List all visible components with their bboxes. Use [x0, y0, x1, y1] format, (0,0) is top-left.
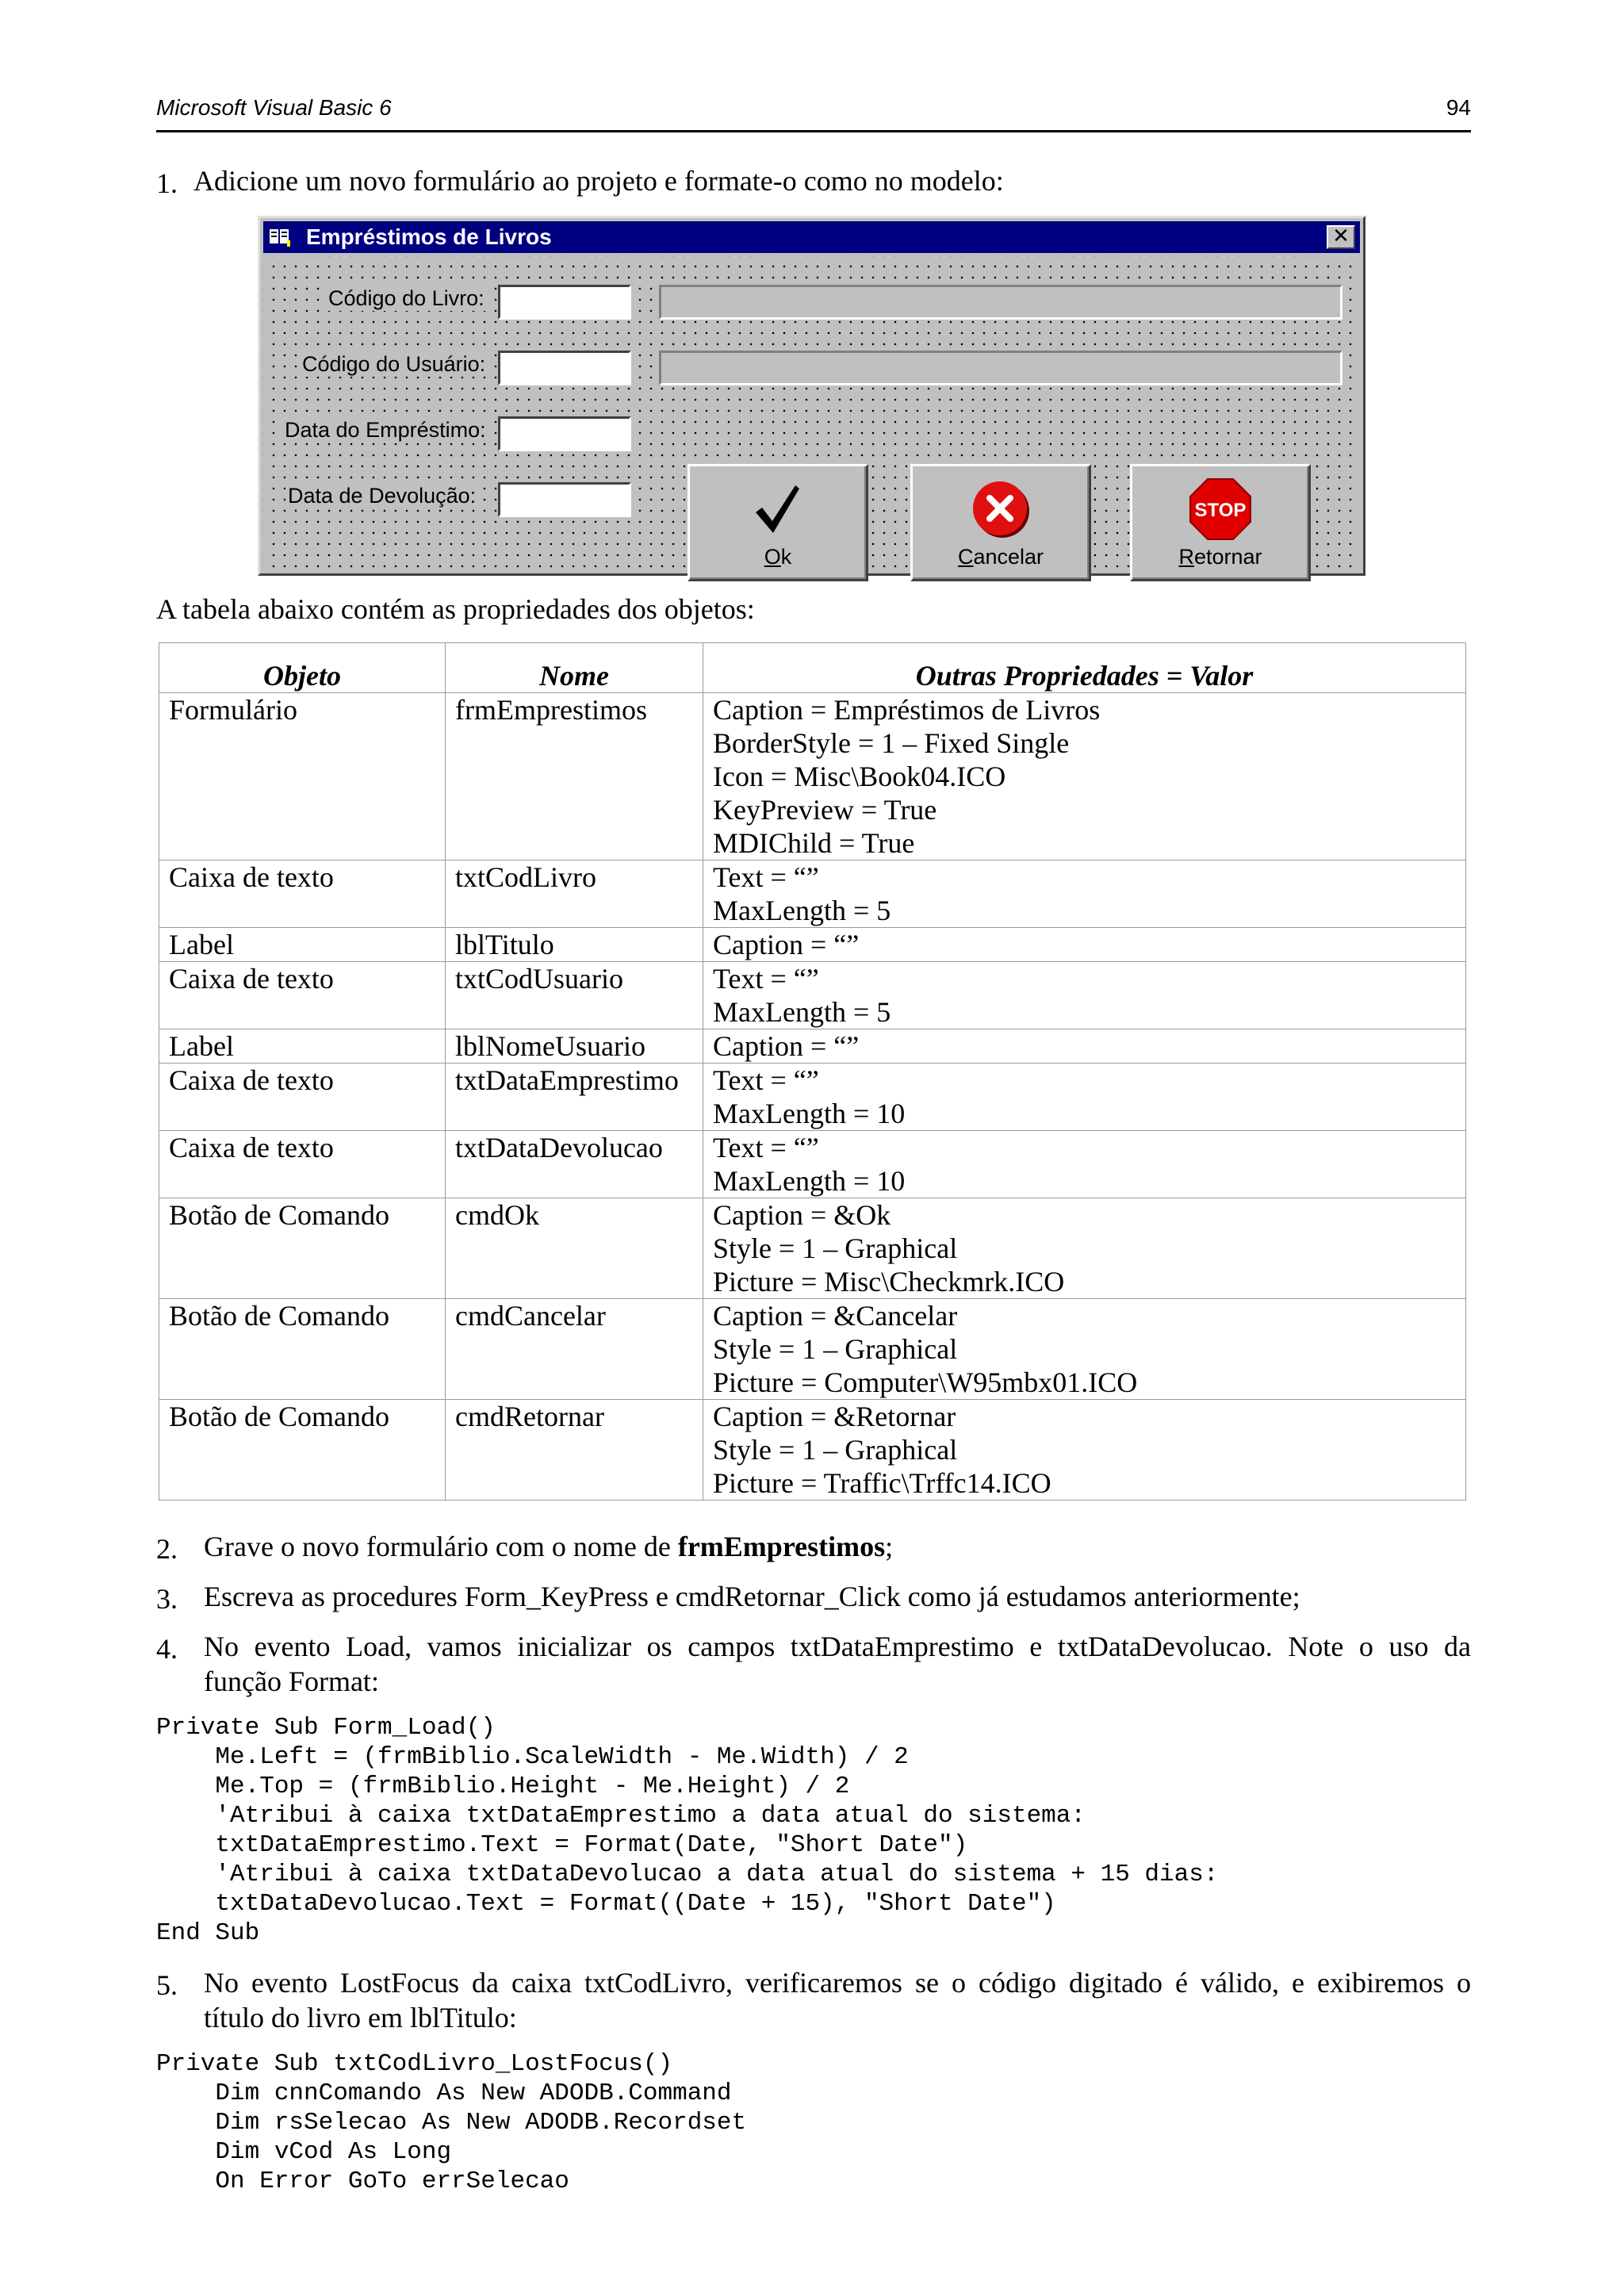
property-line: Style = 1 – Graphical — [713, 1434, 958, 1466]
property-line: Picture = Traffic\Trffc14.ICO — [713, 1467, 1051, 1499]
property-line: Style = 1 – Graphical — [713, 1333, 958, 1365]
code-line: Dim rsSelecao As New ADODB.Recordset — [156, 2109, 747, 2137]
properties-table — [159, 642, 1466, 1501]
form-title-bar — [263, 221, 1360, 253]
property-line: Style = 1 – Graphical — [713, 1232, 958, 1264]
ok-accel: O — [764, 545, 781, 569]
cell-nome: txtDataEmprestimo — [446, 1064, 703, 1131]
property-line: MaxLength = 10 — [713, 1098, 906, 1129]
property-line: MDIChild = True — [713, 827, 915, 859]
step-4-number: 4. — [156, 1633, 178, 1665]
txt-data-emprestimo[interactable] — [498, 416, 631, 451]
cell-nome: cmdRetornar — [446, 1400, 703, 1501]
property-line: Picture = Computer\W95mbx01.ICO — [713, 1366, 1138, 1398]
cancel-button[interactable] — [910, 464, 1091, 581]
step-1-number: 1. — [156, 167, 178, 199]
cell-nome: lblNomeUsuario — [446, 1029, 703, 1064]
ok-button[interactable] — [688, 464, 868, 581]
step-2-text: Grave o novo formulário com o nome de frmEmprestimos; — [204, 1531, 894, 1562]
cell-propriedades — [703, 928, 1466, 962]
property-line: Caption = Empréstimos de Livros — [713, 694, 1101, 726]
property-line: Text = “” — [713, 963, 819, 995]
code-line: txtDataDevolucao.Text = Format((Date + 15), "Short Date") — [156, 1890, 1056, 1918]
label-data-devolucao: Data de Devolução: — [285, 484, 478, 508]
step-3-text: Escreva as procedures Form_KeyPress e cmdRetornar_Click como já estudamos anteriormente; — [204, 1581, 1300, 1612]
step-3-number: 3. — [156, 1583, 178, 1615]
cell-nome: cmdCancelar — [446, 1299, 703, 1400]
cell-nome: frmEmprestimos — [446, 693, 703, 861]
code-line: 'Atribui à caixa txtDataDevolucao a data atual do sistema + 15 dias: — [156, 1861, 1219, 1888]
table-header-row — [159, 643, 1466, 693]
code-line: 'Atribui à caixa txtDataEmprestimo a data atual do sistema: — [156, 1802, 1086, 1830]
cell-propriedades — [703, 1400, 1466, 1501]
txt-data-devolucao[interactable] — [498, 482, 631, 517]
cell-propriedades — [703, 1029, 1466, 1064]
stop-sign-icon — [1189, 477, 1252, 541]
table-intro: A tabela abaixo contém as propriedades dos objetos: — [156, 593, 755, 625]
code-line: Me.Left = (frmBiblio.ScaleWidth - Me.Width) / 2 — [156, 1743, 909, 1771]
form-name-bold: frmEmprestimos — [677, 1531, 886, 1562]
property-line: Caption = “” — [713, 929, 860, 960]
step-5-number: 5. — [156, 1969, 178, 2001]
table-row — [159, 928, 1466, 962]
cell-propriedades — [703, 861, 1466, 928]
checkmark-icon — [746, 477, 810, 541]
table-row — [159, 1064, 1466, 1131]
property-line: KeyPreview = True — [713, 794, 937, 826]
cell-objeto: Label — [159, 928, 446, 962]
table-row — [159, 1198, 1466, 1299]
label-codigo-usuario: Código do Usuário: — [300, 352, 488, 377]
property-line: Caption = “” — [713, 1030, 860, 1062]
cell-nome: txtCodUsuario — [446, 962, 703, 1029]
ok-caption: k — [780, 545, 792, 569]
cell-propriedades — [703, 1064, 1466, 1131]
lbl-nome-usuario — [659, 351, 1342, 385]
property-line: MaxLength = 5 — [713, 895, 891, 926]
code-line: Me.Top = (frmBiblio.Height - Me.Height) / 2 — [156, 1773, 850, 1800]
property-line: Caption = &Cancelar — [713, 1300, 958, 1332]
code-line: Private Sub Form_Load() — [156, 1714, 496, 1742]
lbl-titulo — [659, 285, 1342, 320]
code-line: On Error GoTo errSelecao — [156, 2168, 569, 2195]
cell-propriedades — [703, 1198, 1466, 1299]
cell-objeto: Caixa de texto — [159, 1131, 446, 1198]
table-row — [159, 693, 1466, 861]
step-4-line-1: No evento Load, vamos inicializar os campos txtDataEmprestimo e txtDataDevolucao. Note o uso da — [204, 1631, 1471, 1662]
cell-objeto: Caixa de texto — [159, 1064, 446, 1131]
code-line: Private Sub txtCodLivro_LostFocus() — [156, 2050, 673, 2078]
step-1-text: Adicione um novo formulário ao projeto e formate-o como no modelo: — [193, 165, 1004, 197]
property-line: Text = “” — [713, 1064, 819, 1096]
property-line: BorderStyle = 1 – Fixed Single — [713, 727, 1070, 759]
page-number: 94 — [1446, 95, 1471, 120]
cell-nome: txtCodLivro — [446, 861, 703, 928]
code-line: Dim cnnComando As New ADODB.Command — [156, 2079, 732, 2107]
close-icon[interactable]: ✕ — [1327, 225, 1355, 249]
cell-objeto: Botão de Comando — [159, 1198, 446, 1299]
property-line: Text = “” — [713, 1132, 819, 1163]
cell-propriedades — [703, 1299, 1466, 1400]
code-line: txtDataEmprestimo.Text = Format(Date, "Short Date") — [156, 1831, 968, 1859]
book-icon — [268, 226, 292, 248]
return-accel: R — [1178, 545, 1194, 569]
header-propriedades: Outras Propriedades = Valor — [703, 643, 1466, 693]
cell-objeto: Botão de Comando — [159, 1299, 446, 1400]
cell-objeto: Formulário — [159, 693, 446, 861]
code-line: Dim vCod As Long — [156, 2138, 452, 2166]
cancel-caption: ancelar — [973, 545, 1044, 569]
step-4-line-2: função Format: — [204, 1665, 379, 1697]
property-line: Picture = Misc\Checkmrk.ICO — [713, 1266, 1065, 1297]
label-data-emprestimo: Data do Empréstimo: — [282, 418, 488, 443]
code-line: End Sub — [156, 1919, 260, 1947]
code-block-lostfocus — [156, 2049, 746, 2196]
header-nome: Nome — [446, 643, 703, 693]
cell-propriedades — [703, 693, 1466, 861]
header-objeto: Objeto — [159, 643, 446, 693]
label-codigo-livro: Código do Livro: — [326, 286, 487, 311]
stop-sign-text: STOP — [1194, 500, 1247, 521]
table-row — [159, 1299, 1466, 1400]
cell-objeto: Caixa de texto — [159, 962, 446, 1029]
return-caption: etornar — [1193, 545, 1262, 569]
form-title: Empréstimos de Livros — [306, 224, 552, 249]
cell-nome: txtDataDevolucao — [446, 1131, 703, 1198]
property-line: Caption = &Retornar — [713, 1401, 956, 1432]
page-header — [156, 94, 1471, 132]
table-row — [159, 1131, 1466, 1198]
txt-cod-usuario[interactable] — [498, 351, 631, 385]
cell-propriedades — [703, 1131, 1466, 1198]
cell-objeto: Label — [159, 1029, 446, 1064]
header-title: Microsoft Visual Basic 6 — [156, 95, 392, 120]
step-5-line-1: No evento LostFocus da caixa txtCodLivro, verificaremos se o código digitado é válido, e exibiremos o — [204, 1967, 1471, 1999]
property-line: MaxLength = 5 — [713, 996, 891, 1028]
cancel-accel: C — [957, 545, 974, 569]
property-line: Icon = Misc\Book04.ICO — [713, 761, 1006, 792]
step-5-line-2: título do livro em lblTitulo: — [204, 2002, 517, 2033]
table-row — [159, 962, 1466, 1029]
cell-objeto: Botão de Comando — [159, 1400, 446, 1501]
txt-cod-livro[interactable] — [498, 285, 631, 320]
table-row — [159, 861, 1466, 928]
cell-objeto: Caixa de texto — [159, 861, 446, 928]
property-line: Text = “” — [713, 861, 819, 893]
step-2-number: 2. — [156, 1533, 178, 1565]
return-button[interactable] — [1130, 464, 1311, 581]
table-row — [159, 1400, 1466, 1501]
property-line: MaxLength = 10 — [713, 1165, 906, 1197]
form-window-screenshot — [258, 216, 1365, 576]
property-line: Caption = &Ok — [713, 1199, 891, 1231]
error-x-icon — [969, 477, 1032, 541]
cell-nome: lblTitulo — [446, 928, 703, 962]
cell-nome: cmdOk — [446, 1198, 703, 1299]
code-block-form-load — [156, 1713, 1218, 1948]
form-client-area — [263, 256, 1360, 570]
table-row — [159, 1029, 1466, 1064]
cell-propriedades — [703, 962, 1466, 1029]
